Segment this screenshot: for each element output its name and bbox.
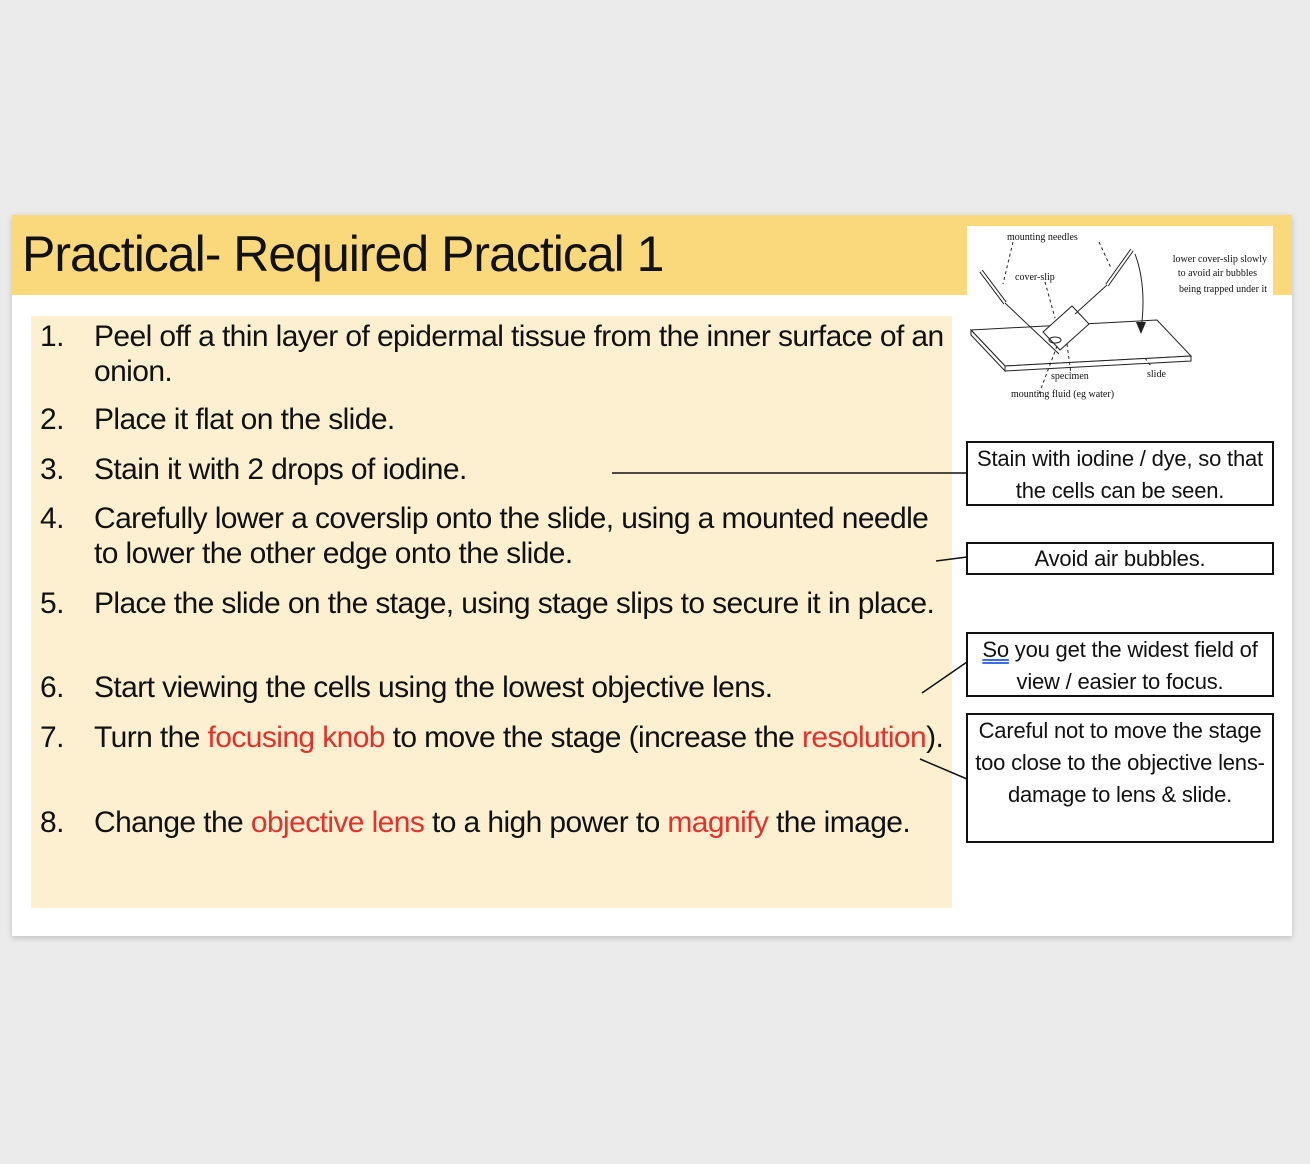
label-cover-slip: cover-slip [1015,272,1055,283]
step-text [94,720,944,755]
steps-box [31,316,952,908]
step-number: 7. [40,721,64,754]
slide-title: Practical- Required Practical 1 [22,226,664,282]
step-number: 5. [40,587,64,620]
label-mounting-needles: mounting needles [1007,232,1078,243]
slide [12,215,1292,936]
step-number: 6. [40,671,64,704]
highlight-focusing-knob: focusing knob [207,721,385,754]
text-run: Turn the [94,721,208,754]
slide-preparation-diagram [967,226,1273,406]
step-text: Stain it with 2 drops of iodine. [94,453,467,486]
step-number: 3. [40,453,64,486]
spellcheck-underlined-word: So [982,637,1009,662]
text-run: to a high power to [424,806,668,839]
callout-text: you get the widest field of view / easier to focus. [1008,637,1258,694]
step-text: Place the slide on the stage, using stage slips to secure it in place. [94,587,935,620]
step-number: 8. [40,806,64,839]
label-instruction-3: being trapped under it [1178,284,1267,295]
callout-stain [966,441,1274,506]
text-run: ). [926,721,944,754]
callout-field-of-view [966,632,1274,697]
highlight-objective-lens: objective lens [250,806,425,839]
step-number: 4. [40,502,64,535]
step-text [94,805,944,840]
highlight-resolution: resolution [801,721,927,754]
highlight-magnify: magnify [667,806,769,839]
text-run: the image. [768,806,911,839]
callout-air-bubbles [966,542,1274,575]
step-number: 2. [40,403,64,436]
step-text: Place it flat on the slide. [94,403,395,436]
label-slide: slide [1147,369,1166,380]
label-mounting-fluid: mounting fluid (eg water) [1011,389,1115,400]
callout-text: Avoid air bubbles. [1034,546,1206,571]
step-1 [40,319,944,389]
label-instruction-1: lower cover-slip slowly [1172,254,1267,265]
step-text: Carefully lower a coverslip onto the slide, using a mounted needle to lower the other edge onto the slide. [94,502,929,570]
step-number: 1. [40,320,64,353]
step-text: Start viewing the cells using the lowest objective lens. [94,671,773,704]
callout-text: Careful not to move the stage too close to the objective lens- damage to lens & slide. [975,718,1265,807]
label-instruction-2: to avoid air bubbles [1177,268,1257,279]
text-run: to move the stage (increase the [384,721,802,754]
step-text: Peel off a thin layer of epidermal tissue from the inner surface of an onion. [94,320,944,388]
callout-text: Stain with iodine / dye, so that the cells can be seen. [977,446,1263,503]
label-specimen: specimen [1051,371,1089,382]
text-run: Change the [94,806,251,839]
microscope-slide-illustration [967,226,1273,406]
callout-careful [966,713,1274,843]
